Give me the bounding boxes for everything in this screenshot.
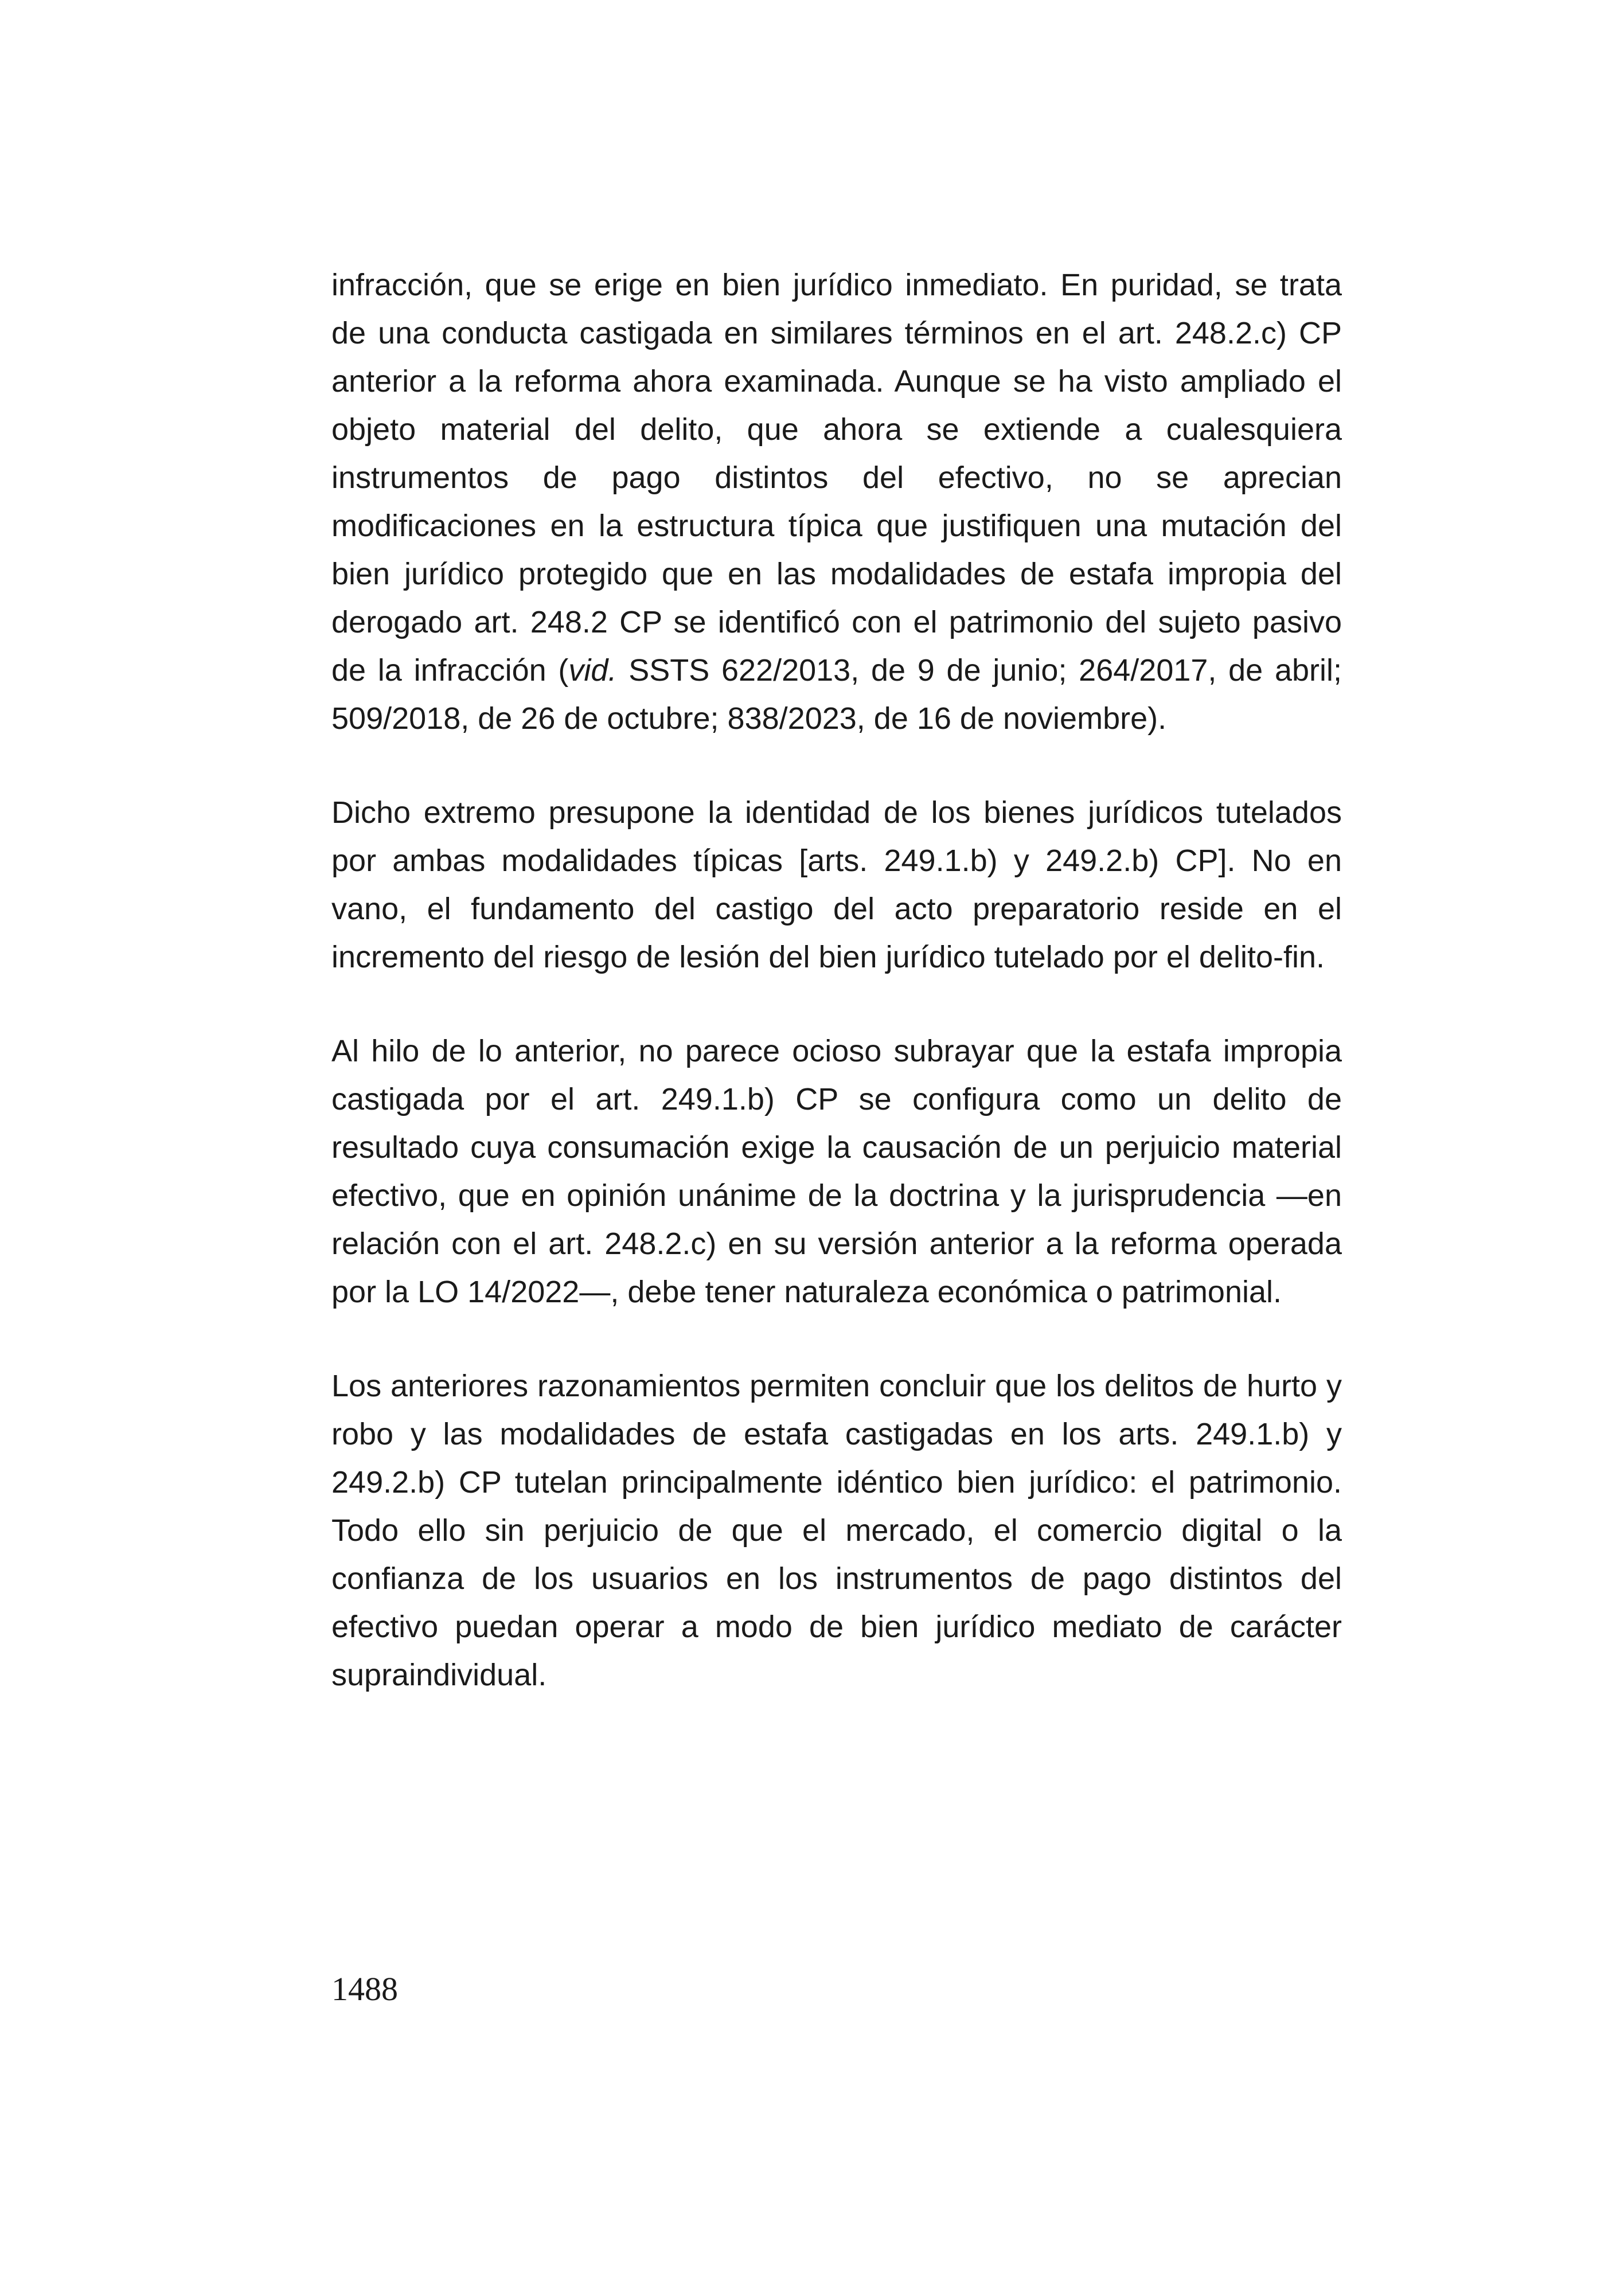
paragraph-1-italic-vid: vid. (568, 653, 617, 688)
paragraph-1-text-before: infracción, que se erige en bien jurídico inmediato. En puridad, se trata de una conducta castigada en similares términos en el art. 248.2.c) CP anterior a la reforma ahora examinada. Aunque se ha visto ampliado el objeto material del delito, que ahora se extiende a cualesquiera instrumentos de pago distintos del efectivo, no se aprecian modificaciones en la estructura típica que justifiquen una mutación del bien jurídico protegido que en las modalidades de estafa impropia del derogado art. 248.2 CP se identificó con el patrimonio del sujeto pasivo de la infracción ( (331, 268, 1342, 688)
page-number: 1488 (331, 1970, 398, 2008)
body-text (331, 261, 1342, 1699)
paragraph-1-text-after: SSTS 622/2013, de 9 de junio; 264/2017, de abril; 509/2018, de 26 de octubre; 838/2023, de 16 de noviembre). (331, 653, 1342, 736)
paragraph-2: Dicho extremo presupone la identidad de los bienes jurídicos tutelados por ambas modalidades típicas [arts. 249.1.b) y 249.2.b) CP]. No en vano, el fundamento del castigo del acto preparatorio reside en el incremento del riesgo de lesión del bien jurídico tutelado por el delito-fin. (331, 795, 1342, 974)
paragraph-4: Los anteriores razonamientos permiten concluir que los delitos de hurto y robo y las modalidades de estafa castigadas en los arts. 249.1.b) y 249.2.b) CP tutelan principalmente idéntico bien jurídico: el patrimonio. Todo ello sin perjuicio de que el mercado, el comercio digital o la confianza de los usuarios en los instrumentos de pago distintos del efectivo puedan operar a modo de bien jurídico mediato de carácter supraindividual. (331, 1369, 1342, 1692)
paragraph-3: Al hilo de lo anterior, no parece ocioso subrayar que la estafa impropia castigada por el art. 249.1.b) CP se configura como un delito de resultado cuya consumación exige la causación de un perjuicio material efectivo, que en opinión unánime de la doctrina y la jurisprudencia —en relación con el art. 248.2.c) en su versión anterior a la reforma operada por la LO 14/2022—, debe tener naturaleza económica o patrimonial. (331, 1034, 1342, 1309)
paragraph-1 (331, 261, 1342, 743)
